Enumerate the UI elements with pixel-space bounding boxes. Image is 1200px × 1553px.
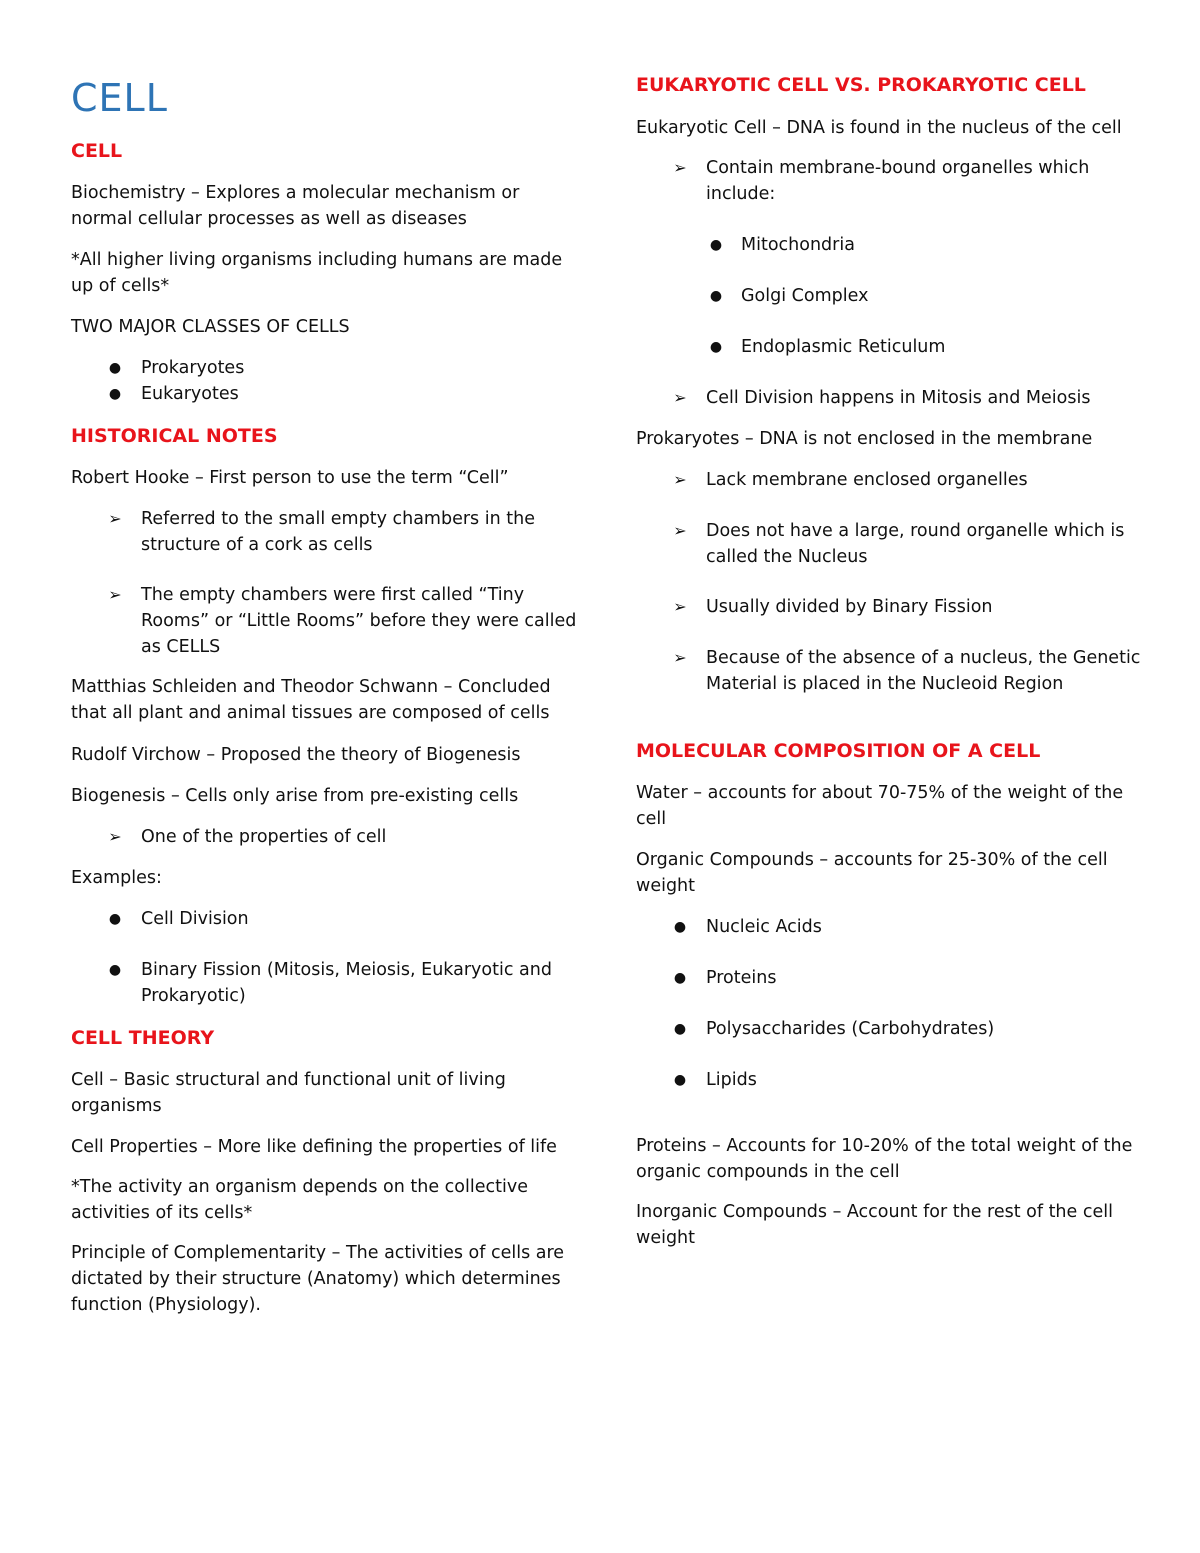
list-item-text: Lack membrane enclosed organelles [706,470,1028,490]
arrow-bullet-icon: ➢ [673,470,687,489]
arrow-bullet-icon: ➢ [108,509,122,528]
para-activity: *The activity an organism depends on the collective activities of its cells* [71,1177,528,1223]
list-item-text: One of the properties of cell [141,827,387,847]
list-item-text: Golgi Complex [741,286,869,306]
para-examples: Examples: [71,868,162,888]
bullet-icon: ● [108,962,122,978]
para-higher-organisms: *All higher living organisms including humans are made up of cells* [71,250,563,296]
heading-cell: CELL [71,140,123,162]
para-schleiden-schwann: Matthias Schleiden and Theodor Schwann – Concluded that all plant and animal tissues are composed of cells [71,677,551,723]
para-virchow: Rudolf Virchow – Proposed the theory of Biogenesis [71,745,521,765]
list-item-text: Eukaryotes [141,384,239,404]
list-item-text: Mitochondria [741,235,855,255]
document-title: CELL [71,76,168,120]
arrow-bullet-icon: ➢ [673,158,687,177]
arrow-bullet-icon: ➢ [108,585,122,604]
para-organic-compounds: Organic Compounds – accounts for 25-30% of the cell weight [636,850,1108,896]
para-biogenesis: Biogenesis – Cells only arise from pre-existing cells [71,786,519,806]
bullet-icon: ● [709,288,723,304]
para-two-major-classes: TWO MAJOR CLASSES OF CELLS [71,317,350,337]
para-robert-hooke: Robert Hooke – First person to use the term “Cell” [71,468,509,488]
para-water: Water – accounts for about 70-75% of the weight of the cell [636,783,1124,829]
arrow-bullet-icon: ➢ [673,597,687,616]
heading-historical-notes: HISTORICAL NOTES [71,425,278,447]
bullet-icon: ● [108,386,122,402]
list-item-text: Because of the absence of a nucleus, the Genetic Material is placed in the Nucleoid Region [706,648,1141,694]
list-item-text: Referred to the small empty chambers in the structure of a cork as cells [141,509,535,555]
list-item-text: Does not have a large, round organelle which is called the Nucleus [706,521,1125,567]
list-item-text: Usually divided by Binary Fission [706,597,993,617]
bullet-icon: ● [709,237,723,253]
heading-eukaryotic-vs-prokaryotic: EUKARYOTIC CELL VS. PROKARYOTIC CELL [636,74,1086,96]
bullet-icon: ● [673,1021,687,1037]
list-item-text: Proteins [706,968,777,988]
list-item-text: Binary Fission (Mitosis, Meiosis, Eukaryotic and Prokaryotic) [141,960,552,1006]
para-proteins: Proteins – Accounts for 10-20% of the total weight of the organic compounds in the cell [636,1136,1133,1182]
para-biochemistry: Biochemistry – Explores a molecular mechanism or normal cellular processes as well as diseases [71,183,520,229]
list-item-text: Contain membrane-bound organelles which include: [706,158,1090,204]
arrow-bullet-icon: ➢ [673,388,687,407]
list-item-text: The empty chambers were first called “Tiny Rooms” or “Little Rooms” before they were called as CELLS [141,585,577,657]
arrow-bullet-icon: ➢ [108,827,122,846]
para-prokaryotes: Prokaryotes – DNA is not enclosed in the membrane [636,429,1093,449]
heading-cell-theory: CELL THEORY [71,1027,215,1049]
heading-molecular-composition: MOLECULAR COMPOSITION OF A CELL [636,740,1041,762]
bullet-icon: ● [108,911,122,927]
list-item-text: Lipids [706,1070,757,1090]
para-eukaryotic-cell: Eukaryotic Cell – DNA is found in the nucleus of the cell [636,118,1122,138]
para-principle-complementarity: Principle of Complementarity – The activities of cells are dictated by their structure (Anatomy) which determines function (Physiology). [71,1243,565,1315]
list-item-text: Cell Division happens in Mitosis and Meiosis [706,388,1091,408]
bullet-icon: ● [673,1072,687,1088]
para-inorganic-compounds: Inorganic Compounds – Account for the rest of the cell weight [636,1202,1113,1248]
bullet-icon: ● [673,919,687,935]
arrow-bullet-icon: ➢ [673,521,687,540]
list-item-text: Endoplasmic Reticulum [741,337,946,357]
list-item-text: Prokaryotes [141,358,245,378]
list-item-text: Nucleic Acids [706,917,822,937]
para-cell-properties: Cell Properties – More like defining the properties of life [71,1137,557,1157]
bullet-icon: ● [709,339,723,355]
list-item-text: Polysaccharides (Carbohydrates) [706,1019,995,1039]
bullet-icon: ● [108,360,122,376]
para-cell-definition: Cell – Basic structural and functional unit of living organisms [71,1070,506,1116]
bullet-icon: ● [673,970,687,986]
list-item-text: Cell Division [141,909,249,929]
arrow-bullet-icon: ➢ [673,648,687,667]
